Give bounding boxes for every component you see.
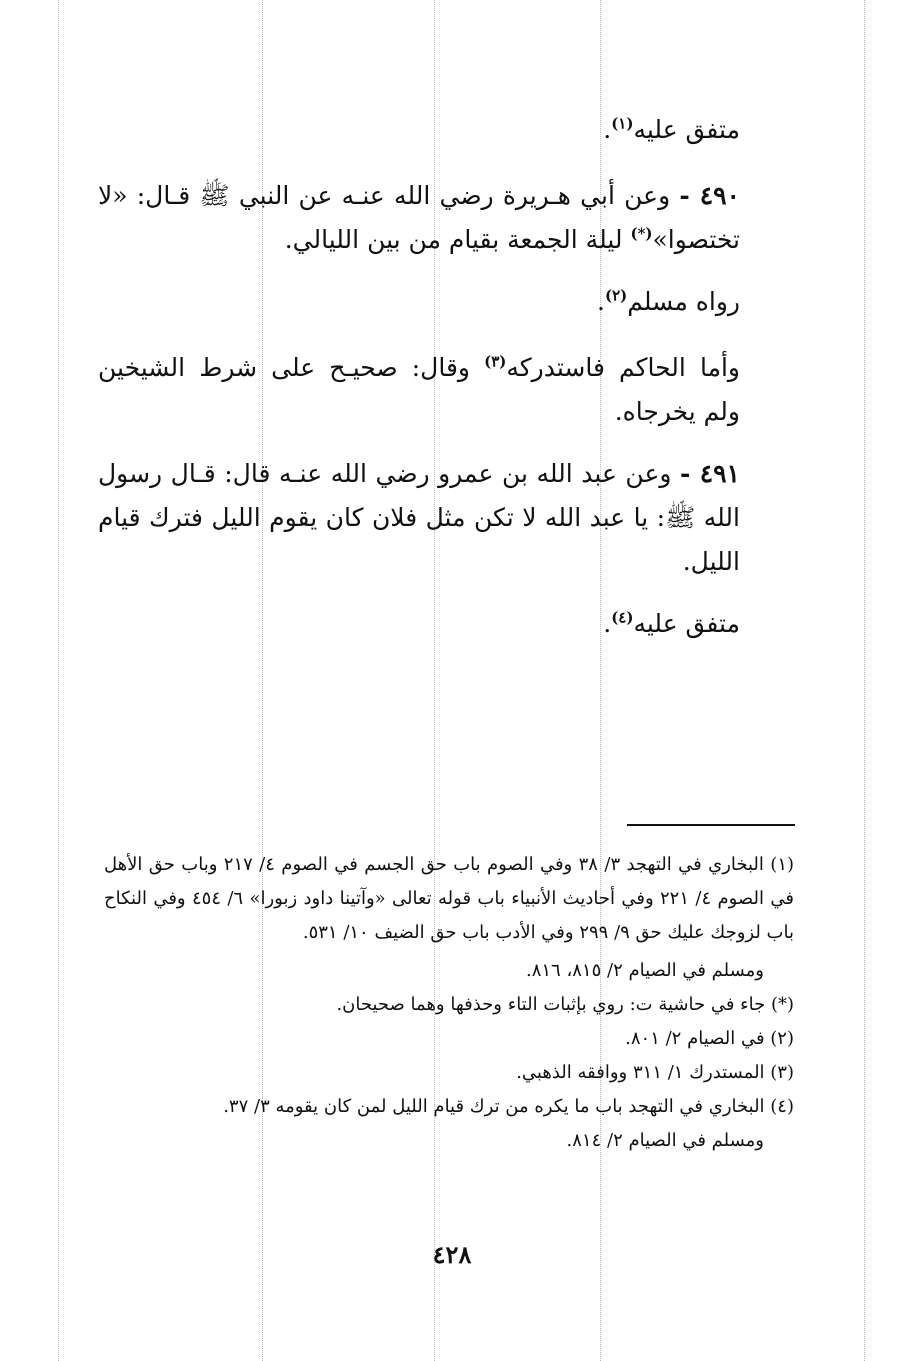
paragraph-narrated-muslim [98, 280, 740, 324]
paragraph-text: رواه مسلم [627, 287, 740, 316]
footnote-ref: (٣) [484, 352, 507, 371]
paragraph-text: متفق عليه [633, 609, 740, 638]
main-text [98, 108, 740, 664]
guide-line [58, 0, 59, 1361]
footnote-1-continuation: ومسلم في الصيام ٢/ ٨١٥، ٨١٦. [525, 960, 764, 981]
paragraph-text: وقال: صحيـح على شرط الشيخين ولم يخرجاه. [98, 353, 740, 426]
paragraph-end: . [603, 609, 612, 638]
footnote-ref: (١) [611, 114, 634, 133]
hadith-text: وعن عبد الله بن عمرو رضي الله عنـه قال: قـال رسول الله ﷺ: يا عبد الله لا تكن مثل فلان كان يقوم الليل فترك قيام الليل. [98, 459, 740, 576]
footnotes [104, 848, 794, 1158]
footnote-4: (٤) البخاري في التهجد باب ما يكره من ترك قيام الليل لمن كان يقومه ٣/ ٣٧. [223, 1096, 794, 1117]
paragraph-agreed-upon-4 [98, 602, 740, 646]
guide-line [864, 0, 865, 1361]
footnote-4-continuation: ومسلم في الصيام ٢/ ٨١٤. [566, 1130, 764, 1151]
paragraph-end: . [597, 287, 605, 316]
hadith-491 [98, 452, 740, 584]
footnote-ref: (*) [630, 224, 653, 243]
footnote-star: (*) جاء في حاشية ت: روي بإثبات التاء وحذفها وهما صحيحان. [336, 994, 794, 1015]
footnote-ref: (٢) [604, 286, 628, 305]
footnote-2: (٢) في الصيام ٢/ ٨٠١. [625, 1028, 794, 1049]
footnote-ref: (٤) [611, 608, 634, 627]
paragraph-hakim [98, 346, 740, 434]
paragraph-text: وأما الحاكم فاستدركه [506, 353, 740, 382]
paragraph-text: متفق عليه [633, 115, 740, 144]
footnote-1: (١) البخاري في التهجد ٣/ ٣٨ وفي الصوم باب حق الجسم في الصوم ٤/ ٢١٧ وباب حق الأهل في الصوم ٤/ ٢٢١ وفي أحاديث الأنبياء باب قوله تعالى «وآتينا داود زبورا» ٦/ ٤٥٤ وفي النكاح باب لزوجك عليك حق ٩/ ٢٩٩ وفي الأدب باب حق الضيف ١٠/ ٥٣١. [104, 854, 795, 943]
paragraph-end: . [603, 115, 612, 144]
hadith-number: ٤٩١ - [680, 459, 740, 488]
page-number: ٤٢٨ [432, 1240, 472, 1269]
hadith-text: ليلة الجمعة بقيام من بين الليالي. [284, 225, 623, 254]
footnote-3: (٣) المستدرك ١/ ٣١١ ووافقه الذهبي. [516, 1062, 794, 1083]
paragraph-agreed-upon-1 [98, 108, 740, 152]
hadith-490 [98, 174, 740, 262]
footnote-separator [627, 824, 795, 826]
hadith-text: وعن أبي هـريرة رضي الله عنـه عن النبي ﷺ قـال: «لا تختصوا» [98, 181, 740, 254]
hadith-number: ٤٩٠ - [679, 181, 740, 210]
